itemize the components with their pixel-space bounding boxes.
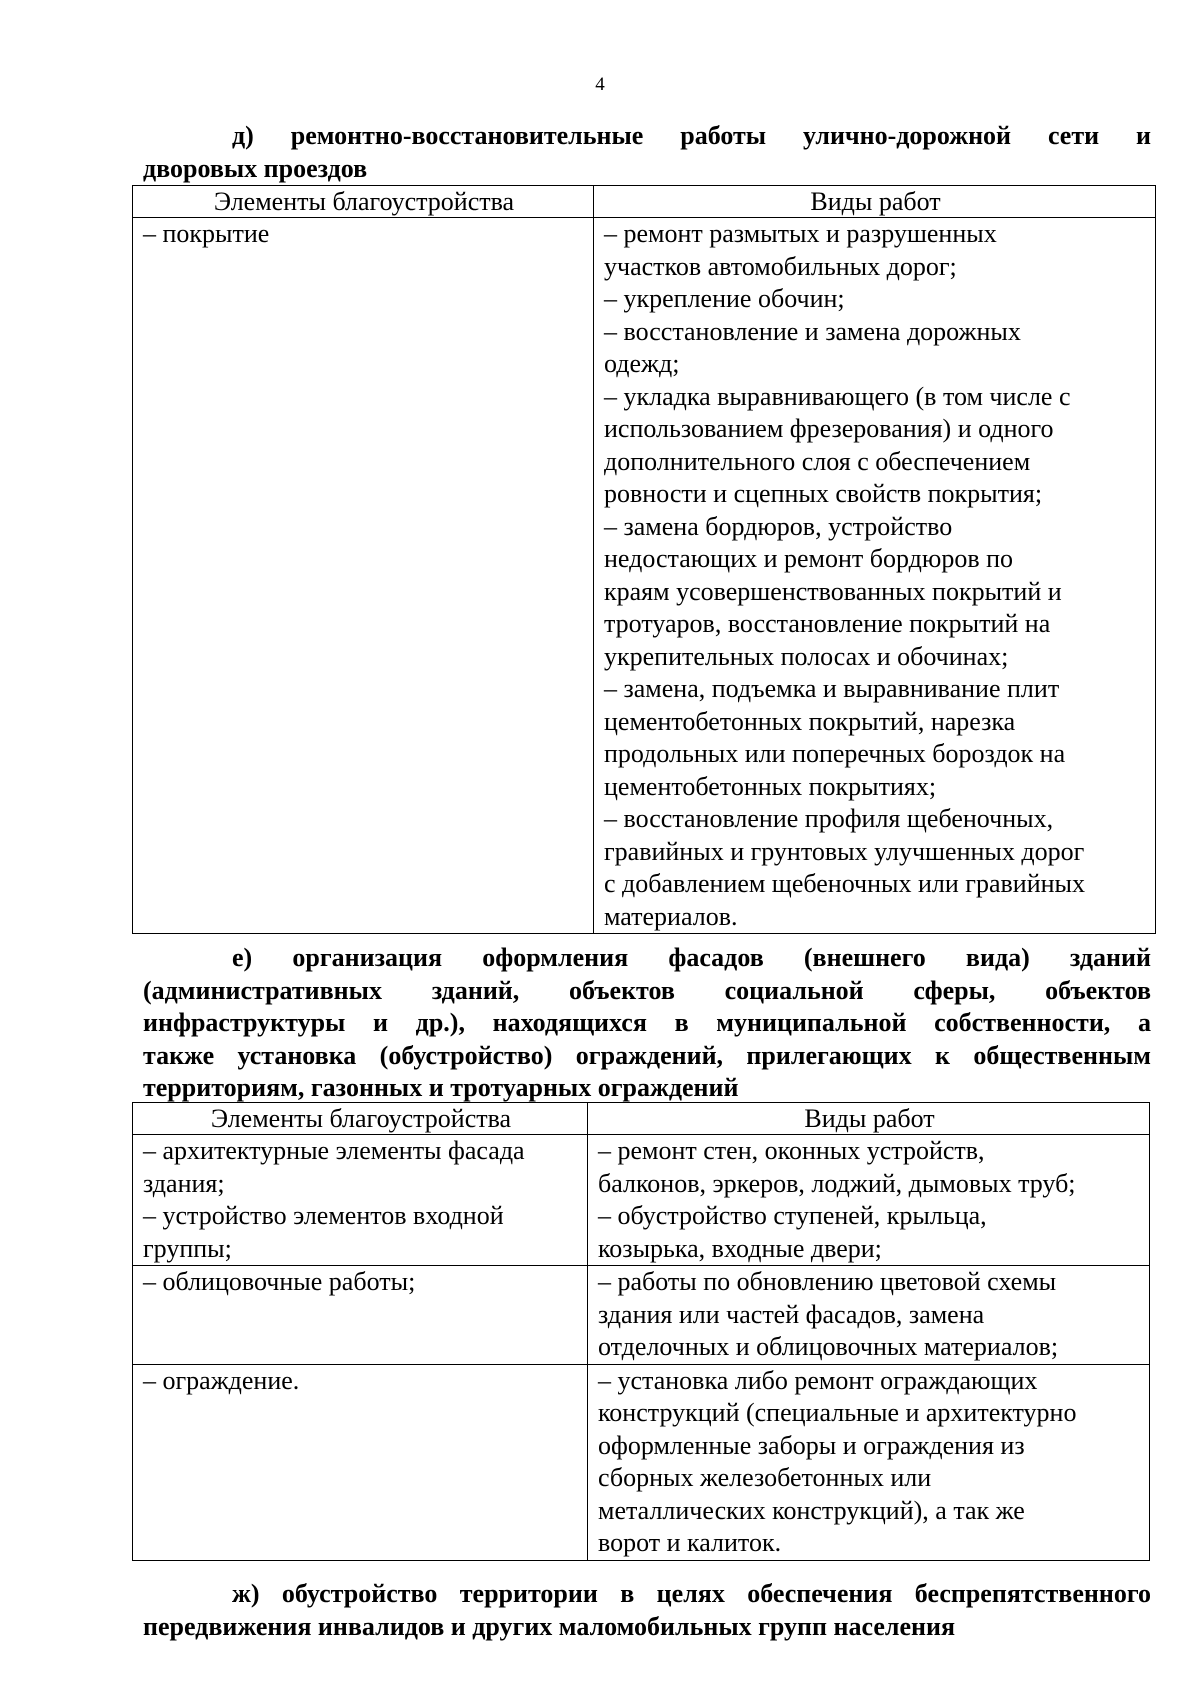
works-text: – ремонт стен, оконных устройств, балконов, эркеров, лоджий, дымовых труб; – обустройство ступеней, крыльца, козырька, входные двери; <box>598 1136 1076 1263</box>
table-row <box>133 1135 1150 1266</box>
table-header-row <box>133 1103 1150 1135</box>
section-zh-heading <box>143 1578 1151 1643</box>
element-text: – архитектурные элементы фасада здания; – устройство элементов входной группы; <box>143 1136 525 1263</box>
table-row <box>133 218 1156 934</box>
column-header-works: Виды работ <box>588 1103 1150 1135</box>
table-row <box>133 1364 1150 1560</box>
works-cell <box>588 1135 1150 1266</box>
element-text: – облицовочные работы; <box>143 1267 416 1296</box>
heading-line: передвижения инвалидов и других маломобильных групп населения <box>143 1611 956 1641</box>
heading-line: ж) обустройство территории в целях обеспечения беспрепятственного <box>232 1579 1151 1608</box>
heading-line: инфраструктуры и др.), находящихся в муниципальной собственности, а <box>143 1008 1151 1037</box>
heading-line: территориям, газонных и тротуарных ограждений <box>143 1073 739 1102</box>
works-cell <box>588 1364 1150 1560</box>
element-cell <box>133 1266 588 1365</box>
column-header-works: Виды работ <box>594 186 1156 218</box>
element-cell <box>133 1135 588 1266</box>
table-row <box>133 1266 1150 1365</box>
works-cell <box>588 1266 1150 1365</box>
section-e-heading <box>143 942 1151 1105</box>
works-text: – ремонт размытых и разрушенных участков автомобильных дорог; – укрепление обочин; – восстановление и замена дорожных одежд; – укладка выравнивающего (в том числе с использованием фрезерования) и одного дополнительного слоя с обеспечением ровности и сцепных свойств покрытия; – замена бордюров, устройство недостающих и ремонт бордюров по краям усовершенствованных покрытий и тротуаров, восстановление покрытий на укрепительных полосах и обочинах; – замена, подъемка и выравнивание плит цементобетонных покрытий, нарезка продольных или поперечных бороздок на цементобетонных покрытиях; – восстановление профиля щебеночных, гравийных и грунтовых улучшенных дорог с добавлением щебеночных или гравийных материалов. <box>604 219 1085 931</box>
works-text: – работы по обновлению цветовой схемы здания или частей фасадов, замена отделочных и облицовочных материалов; <box>598 1267 1059 1361</box>
heading-line: д) ремонтно-восстановительные работы улично-дорожной сети и <box>232 121 1151 150</box>
section-e-table <box>132 1102 1150 1561</box>
element-text: – ограждение. <box>143 1365 300 1395</box>
works-cell <box>594 218 1156 934</box>
page-number: 4 <box>595 74 605 95</box>
element-cell <box>133 218 594 934</box>
column-header-elements: Элементы благоустройства <box>133 186 594 218</box>
section-d-heading <box>143 120 1151 185</box>
table-header-row <box>133 186 1156 218</box>
works-text: – установка либо ремонт ограждающих конструкций (специальные и архитектурно оформленные заборы и ограждения из сборных железобетонных или металлических конструкций), а так же ворот и калиток. <box>598 1365 1077 1557</box>
column-header-elements: Элементы благоустройства <box>133 1103 588 1135</box>
heading-line: е) организация оформления фасадов (внешнего вида) зданий <box>232 943 1151 972</box>
element-cell <box>133 1364 588 1560</box>
element-text: – покрытие <box>143 219 270 248</box>
heading-line: дворовых проездов <box>143 153 368 183</box>
heading-line: (административных зданий, объектов социальной сферы, объектов <box>143 975 1151 1005</box>
section-d-table <box>132 185 1156 934</box>
heading-line: также установка (обустройство) ограждений, прилегающих к общественным <box>143 1040 1151 1070</box>
